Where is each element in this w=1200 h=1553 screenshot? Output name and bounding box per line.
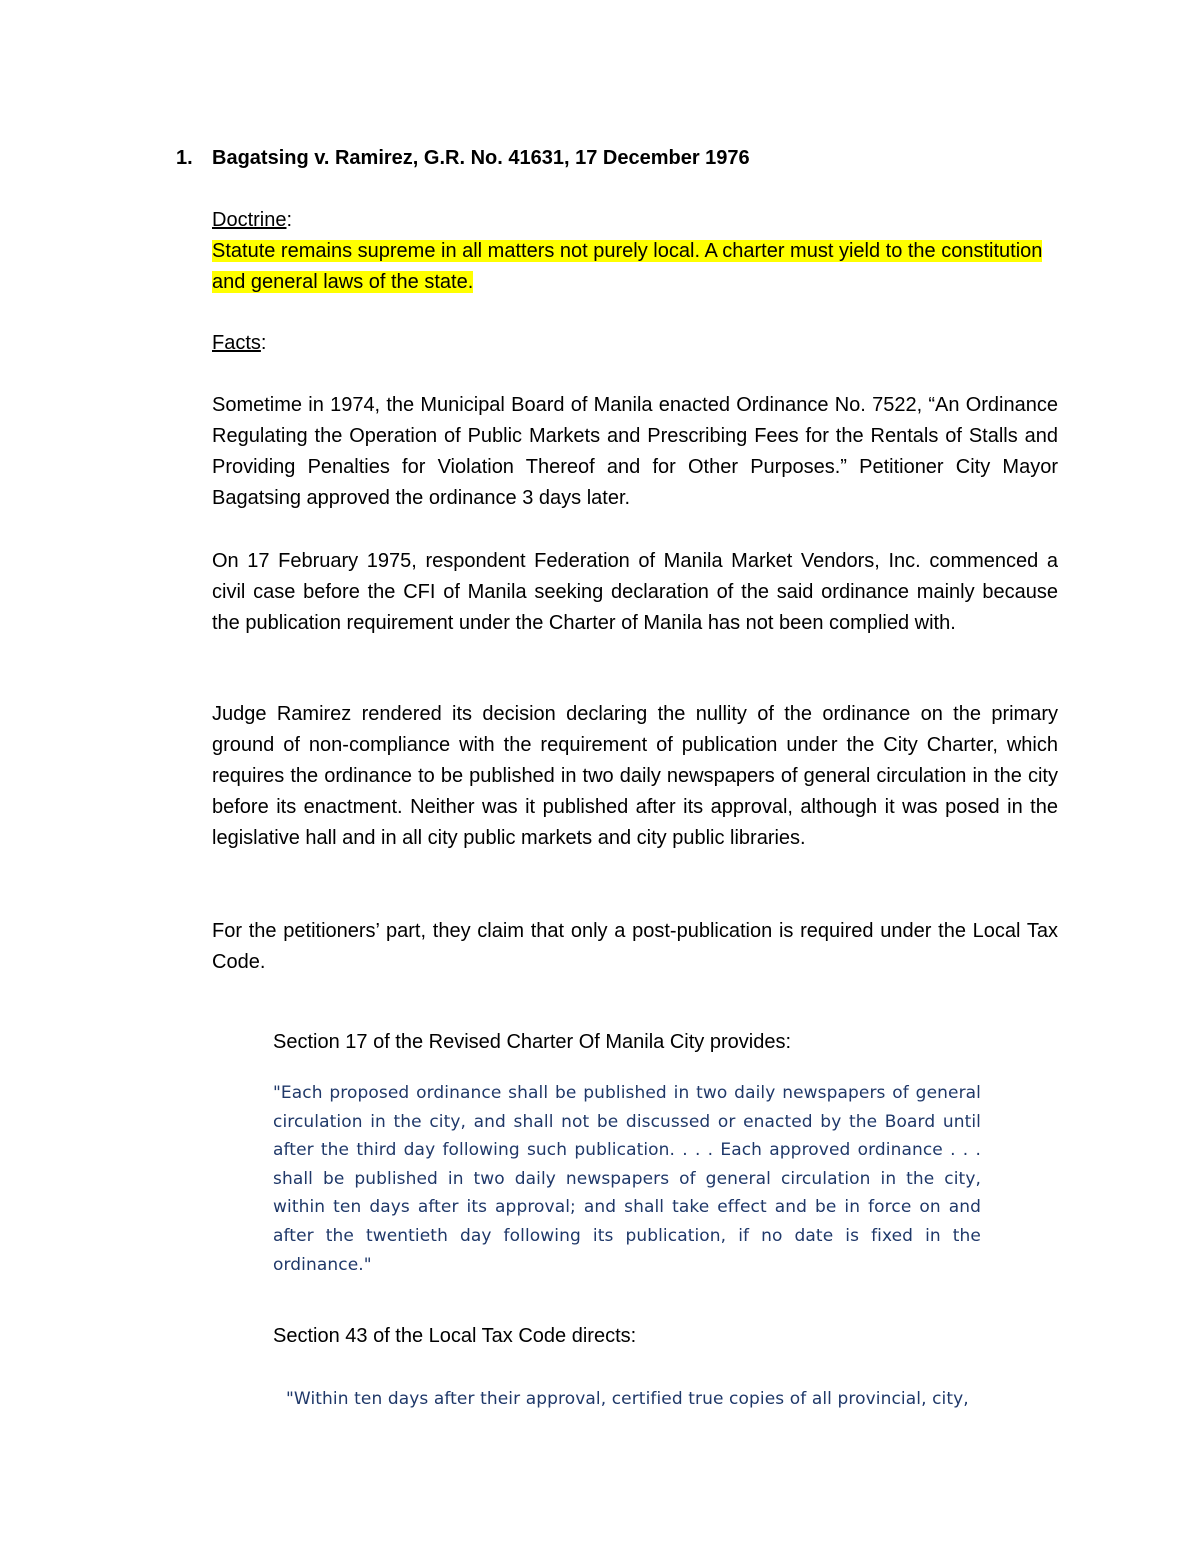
section-17-quote: "Each proposed ordinance shall be published in two daily newspapers of general circulation in the city, and shall not be discussed or enacted by the Board until after the third day following such publication. . . . Each approved ordinance . . . shall be published in two daily newspapers of general circulation in the city, within ten days after its approval; and shall take effect and be in force on and after the twentieth day following its publication, if no date is fixed in the ordinance." — [273, 1083, 981, 1275]
section-43-quote: "Within ten days after their approval, certified true copies of all provincial, city, — [286, 1389, 969, 1409]
facts-paragraph-4: For the petitioners’ part, they claim that only a post-publication is required under the Local Tax Code. — [212, 920, 1058, 973]
case-title: Bagatsing v. Ramirez, G.R. No. 41631, 17 December 1976 — [212, 147, 750, 169]
facts-paragraph-1: Sometime in 1974, the Municipal Board of Manila enacted Ordinance No. 7522, “An Ordinance Regulating the Operation of Public Markets and Prescribing Fees for the Rentals of Stalls and Providing Penalties for Violation Thereof and for Other Purposes.” Petitioner City Mayor Bagatsing approved the ordinance 3 days later. — [212, 394, 1058, 509]
section-43-heading: Section 43 of the Local Tax Code directs: — [273, 1325, 637, 1347]
case-heading — [176, 144, 750, 172]
case-number: 1. — [176, 147, 193, 169]
facts-paragraph-2: On 17 February 1975, respondent Federation of Manila Market Vendors, Inc. commenced a civil case before the CFI of Manila seeking declaration of the said ordinance mainly because the publication requirement under the Charter of Manila has not been complied with. — [212, 550, 1058, 634]
section-17-heading: Section 17 of the Revised Charter Of Manila City provides: — [273, 1031, 792, 1053]
facts-label-line — [212, 328, 1058, 359]
doctrine-text-block — [212, 236, 1058, 298]
doctrine-text: Statute remains supreme in all matters not purely local. A charter must yield to the constitution and general laws of the state. — [212, 240, 1043, 293]
doctrine-label-line — [212, 205, 1058, 236]
doctrine-label: Doctrine — [212, 209, 287, 231]
doctrine-colon: : — [286, 209, 293, 231]
facts-paragraph-3: Judge Ramirez rendered its decision declaring the nullity of the ordinance on the primary ground of non-compliance with the requirement of publication under the City Charter, which requires the ordinance to be published in two daily newspapers of general circulation in the city before its enactment. Neither was it published after its approval, although it was posed in the legislative hall and in all city public markets and city public libraries. — [212, 703, 1058, 849]
facts-colon: : — [260, 332, 267, 354]
facts-label: Facts — [212, 332, 261, 354]
